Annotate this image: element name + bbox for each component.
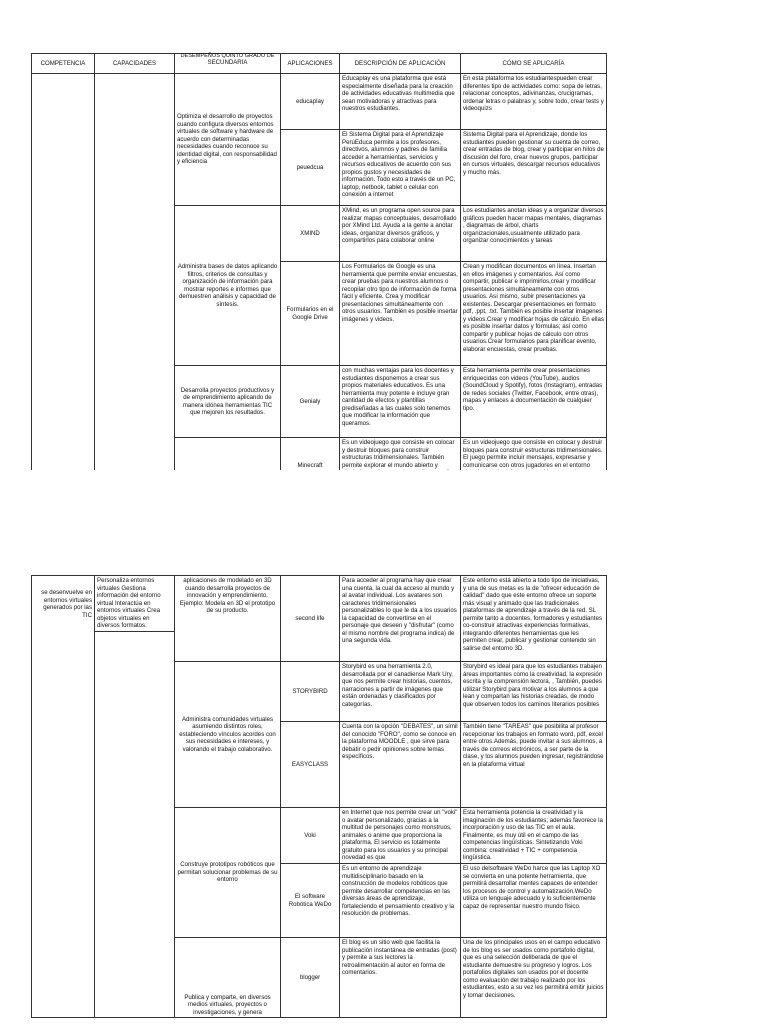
app-name: EASYCLASS xyxy=(281,722,340,808)
desempeno-cell: aplicaciones de modelado en 3D cuando desarrolla proyectos de innovación y emprendimiento. Ejemplo: Modela en 3D el prototipo de su producto. xyxy=(175,576,281,662)
app-description: El Sistema Digital para el Aprendizaje PerúEduca permite a los profesores, directivos, alumnos y padres de familia acceder a herramientas, servicios y recursos educativos de acuerdo con sus propios gustos y necesidades de información. Todo esto a través de un PC, laptop, netbook, tablet o celular con conexión a internet xyxy=(340,130,461,206)
desempeno-cell: Administra bases de datos aplicando filtros, criterios de consultas y organización de información para mostrar reportes e informes que demuestren análisis y capacidad de síntesis. xyxy=(175,206,281,366)
app-usage: Es un videojuego que consiste en colocar y destruir bloques para construir estructuras tridimensionales. El juego permite incluir mensajes, expresarse y comunicarse con otros jugadores en el entorno xyxy=(461,438,607,494)
desempeno-cell: Publica y comparte, en diversos medios virtuales, proyectos o investigaciones, y genera xyxy=(175,938,281,1018)
competencies-table-page-1 xyxy=(31,53,607,494)
page-gap xyxy=(0,470,768,575)
app-name: Voki xyxy=(281,808,340,864)
desempeno-cell: Administra comunidades virtuales asumiendo distintos roles, estableciendo vínculos acordes con sus necesidades e intereses, y valorando el trabajo colaborativo. xyxy=(175,662,281,808)
app-name: El software Robótica WeDo xyxy=(281,864,340,938)
app-usage: Esta herramienta potencia la creatividad y la imaginación de los estudiantes; además favorece la incorporación y uso de las TIC en el aula. Finalmente, es muy útil en el campo de las competencias lingüísticas. Sintetizando Voki combina: creatividad + TIC + competencia lingüística. xyxy=(461,808,607,864)
app-name: second life xyxy=(281,576,340,662)
app-usage: El uso delsoftware WeDo harce que las Laptop XO se convierta en una potente herramienta, que permitirá desarrollar mentes capaces de entender los procesos de control y automatización.WeDo utiliza un lenguaje adecuado y lo suficientemente capaz de representar nuestro mundo físico. xyxy=(461,864,607,938)
app-description: Cuenta con la opción "DEBATES", un símil del conocido "FORO", como se conoce en la plataforma MOODLE , que sirve para debatir o pedir opiniones sobre temas específicos. xyxy=(340,722,461,808)
document-page-2 xyxy=(0,575,768,1024)
header-aplicaciones: APLICACIONES xyxy=(281,54,340,74)
app-usage: Esta herramienta permite crear presentaciones enriquecidas con videos (YouTube), audios (SoundCloud y Spotify), fotos (Instagram), entradas de redes sociales (Twitter, Facebook, entre otras), mapas y enlaces a documentación de cualquier tipo. xyxy=(461,366,607,438)
app-description: El blog es un sitio web que facilita la publicación instantánea de entradas (post) y permite a sus lectores la retroalimentación al autor en forma de comentarios. xyxy=(340,938,461,1018)
desempeno-cell: Optimiza el desarrollo de proyectos cuando configura diversos entornos virtuales de software y hardware de acuerdo con determinadas necesidades cuando reconoce su identidad digital, con responsabilidad y eficiencia xyxy=(175,74,281,206)
app-usage: Crean y modifican documentos en línea. Insertan en ellos imágenes y comentarios. Así como compartir, publicar e imprimirlos,crear y modificar presentaciones simultáneamente con otros usuarios. Así mismo, subir presentaciones ya existentes. Descargar presentaciones en formato pdf, .ppt, .txt. También es posible insertar imágenes y videos.Crear y modificar hojas de cálculo. En ellas es posible insertar datos y fórmulas; así como compartir y publicar hojas de cálculo con otros usuarios.Crear formularios para planificar evento, elaborar encuestas, crear pruebas. xyxy=(461,262,607,366)
competencia-cell xyxy=(32,74,95,494)
table-row xyxy=(32,74,607,130)
app-usage: Este entorno está abierto a todo tipo de iniciativas, y una de sus metas es la de "ofrecer educación de calidad" dado que este entorno ofrece un soporte más visual y animado que las tradicionales plataformas de aprendizaje a través de la red. SL permite tanto a docentes, formadores y estudiantes co-construir atractivas experiencias formativas, integrando diferentes herramientas que les permiten crear, publicar y gestionar contenido sin salirse del entorno 3D. xyxy=(461,576,607,662)
app-description: XMind, es un programa open source para realizar mapas conceptuales, desarrollado por XMind Ltd. Ayuda a la gente a anotar ideas, organizar diversos gráficos, y compartirlos para colaborar online xyxy=(340,206,461,262)
app-usage: Sistema Digital para el Aprendizaje, donde los estudiantes pueden gestionar su cuenta de correo, crear entradas de blog, crear y participar en hilos de discusión del foro, crear nuevos grupos, participar en cursos virtuales, descargar recursos educativos y mucho más. xyxy=(461,130,607,206)
app-name: educaplay xyxy=(281,74,340,130)
app-description: en Internet que nos permite crear un "voki" o avatar personalizado, gracias a la multitud de personajes como monstruos, animales o anime que proporciona la plataforma. El servicio es totalmente gratuito para los usuarios y su principal novedad es que xyxy=(340,808,461,864)
app-name: Formularios en el Google Drive xyxy=(281,262,340,366)
app-name: blogger xyxy=(281,938,340,1018)
capacidades-cell xyxy=(95,74,175,494)
app-name: peuedcua xyxy=(281,130,340,206)
competencies-table-page-2 xyxy=(31,575,607,1018)
desempeno-cell: Desarrolla proyectos productivos y de emprendimiento aplicando de manera idónea herramientas TIC que mejoren los resultados. xyxy=(175,366,281,438)
app-name: Minecraft xyxy=(281,438,340,494)
app-description: con muchas ventajas para los docentes y estudiantes disponemos a crear sus propios materiales educativos. Es una herramienta muy potente e incluye gran cantidad de efectos y plantillas prediseñadas a las cuales solo tenemos que modificar la información que queramos. xyxy=(340,366,461,438)
header-competencia: COMPETENCIA xyxy=(32,54,95,74)
competencia-cell xyxy=(32,576,95,1018)
app-usage: Storybird es ideal para que los estudiantes trabajen áreas importantes como la creatividad, la expresión escrita y la comprensión lectora, , También, puedes utilizar Storybird para motivar a los alumnos a que lean y compartan las historias creadas, de modo que observen todos los caminos literarios posibles xyxy=(461,662,607,722)
header-desempenos-top: DESEMPEÑOS QUINTO GRADO DE xyxy=(180,52,275,59)
app-name: XMIND xyxy=(281,206,340,262)
header-descripcion: DESCRIPCIÓN DE APLICACIÓN xyxy=(340,54,461,74)
competencia-text: se desenvuelve en entornos virtuales generados por las TIC xyxy=(41,589,92,619)
table-row xyxy=(32,576,607,662)
app-name: STORYBIRD xyxy=(281,662,340,722)
app-description: Para acceder al programa hay que crear una cuenta, la cual da acceso al mundo y al avatar individual. Los avatares son caracteres tridimensionales personalizables lo que le da a los usuarios la capacidad de convertirse en el personaje que deseen y "disfrutar" (como el mismo nombre del programa indica) de una segunda vida. xyxy=(340,576,461,662)
table-header-row xyxy=(32,54,607,74)
app-description: Es un entorno de aprendizaje multidisciplinario basado en la construcción de modelos robóticos que permite desarrollar competencias en las diversas áreas de aprendizaje, fortaleciendo el pensamiento creativo y la resolución de problemas. xyxy=(340,864,461,938)
app-description: Es un videojuego que consiste en colocar y destruir bloques para construir estructuras tridimensionales. También permite explorar el mundo abierto y xyxy=(340,438,461,494)
header-como: CÓMO SE APLICARÍA xyxy=(461,54,607,74)
app-description: Storybird es una herramienta 2.0, desarrollada por el canadiense Mark Ury, que nos permite crear historias, cuentos, narraciones a partir de imágenes que están ordenadas y clasificados por categorías. xyxy=(340,662,461,722)
app-usage: En esta plataforma los estudiantespueden crear diferentes tipo de actividades como: sopa de letras, relacionar conceptos, adivinanzas, crucigramas, ordenar letras o palabras y, sobre todo, crear tests y videoquizs xyxy=(461,74,607,130)
app-name: Genialy xyxy=(281,366,340,438)
app-usage: Una de los principales usos en el campo educativo de los blog es ser usados como portafolio digital, que es una selección deliberada de que el estudiante demuestre su progreso y logros. Los portafolios digitales son usados por el docente como evaluación del trabajo realizado por los estudiantes, esto a su vez les permitirá emitir juicios y tomar decisiones. xyxy=(461,938,607,1018)
app-description: Los Formularios de Google es una herramienta que permite enviar encuestas, crear pruebas para nuestros alumnos o recopilar otro tipo de información de forma fácil y eficiente. Crea y modificar presentaciones simultáneamente con otros usuarios. También es posible insertar imágenes y videos. xyxy=(340,262,461,366)
document-page-1 xyxy=(0,0,768,470)
header-capacidades: CAPACIDADES xyxy=(95,54,175,74)
desempeno-cell: Construye prototipos robóticos que permitan solucionar problemas de su entorno xyxy=(175,808,281,938)
app-usage: Los estudiantes anotan ideas y a organizar diversos gráficos pueden hacer mapas mentales, diagramas , diagramas de árbol, charts organizacionales,usualmente utilizado para organizar conocimientos y tareas xyxy=(461,206,607,262)
capacidades-cell xyxy=(95,576,175,1018)
app-usage: También tiene "TAREAS" que posibilita al profesor recepcionar los trabajos en formato word, pdf, excel entre otros.Además, puede invitar a sus alumnos, a través de correos elctrónicos, a ser parte de la clase, y los alumnos pueden ingresar, registrándose en la plataforma virtual xyxy=(461,722,607,808)
header-desempenos xyxy=(175,54,281,74)
header-desempenos-bottom: SECUNDARIA xyxy=(207,58,248,66)
app-description: Educaplay es una plataforma que está especialmente diseñada para la creación de actividades educativas multimedia que sean motivadoras y atractivas para nuestros estudiantes. xyxy=(340,74,461,130)
capacidades-text: Personaliza entornos virtuales Gestiona información del entorno virtual Interactúa en entornos virtuales Crea objetos virtuales en diversos formatos. xyxy=(95,576,174,632)
